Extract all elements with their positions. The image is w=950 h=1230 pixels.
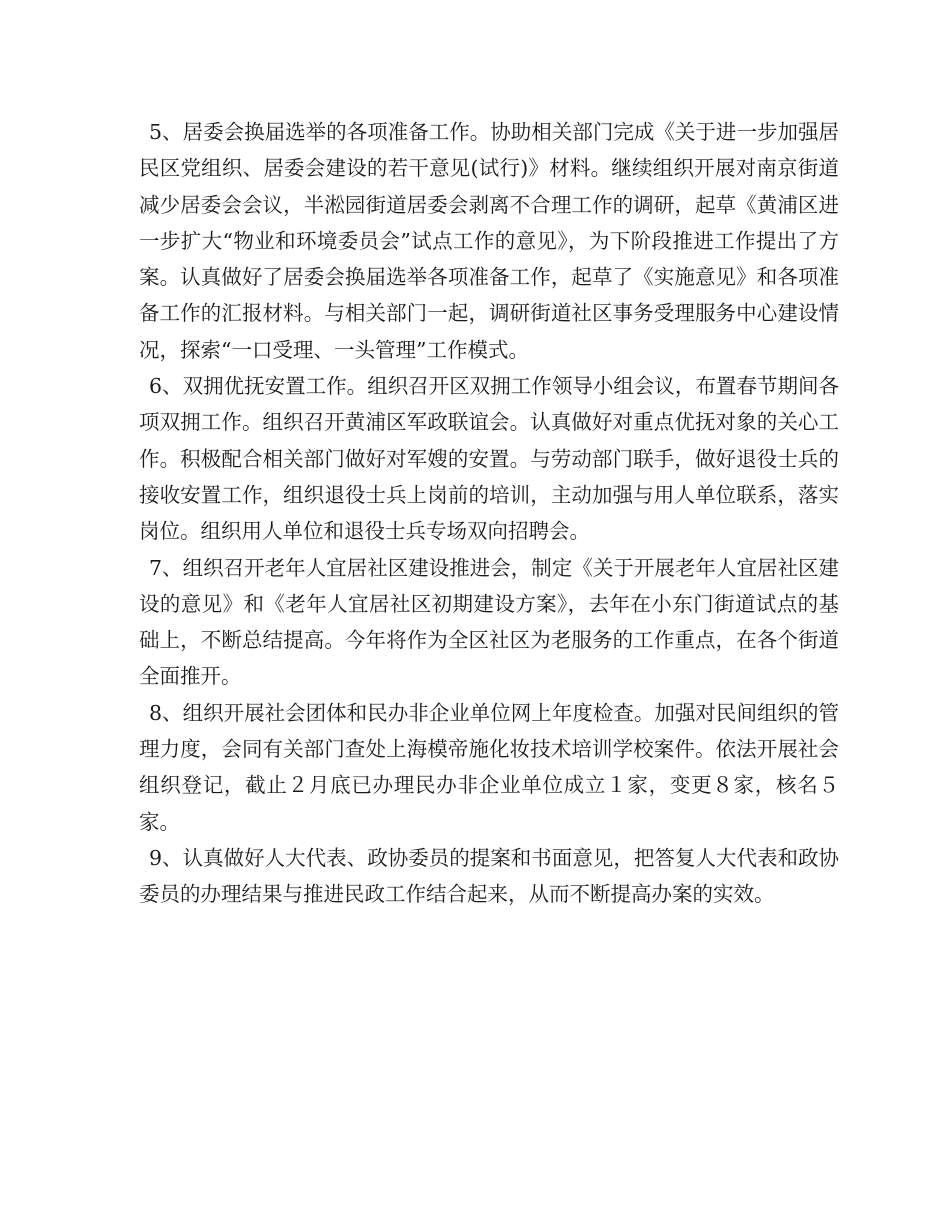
paragraph-item-9: 9、认真做好人大代表、政协委员的提案和书面意见，把答复人大代表和政协委员的办理结果与推进民政工作结合起来，从而不断提高办案的实效。 bbox=[139, 845, 839, 907]
paragraph-item-8: 8、组织开展社会团体和民办非企业单位网上年度检查。加强对民间组织的管理力度，会同有关部门查处上海模帝施化妆技术培训学校案件。依法开展社会组织登记，截止２月底已办理民办非企业单位成立１家，变更８家，核名５家。 bbox=[139, 700, 839, 834]
paragraph-item-6: 6、双拥优抚安置工作。组织召开区双拥工作领导小组会议，布置春节期间各项双拥工作。组织召开黄浦区军政联谊会。认真做好对重点优抚对象的关心工作。积极配合相关部门做好对军嫂的安置。与劳动部门联手，做好退役士兵的接收安置工作，组织退役士兵上岗前的培训，主动加强与用人单位联系，落实岗位。组织用人单位和退役士兵专场双向招聘会。 bbox=[139, 374, 839, 544]
document-body bbox=[139, 114, 839, 913]
paragraph-item-7: 7、组织召开老年人宜居社区建设推进会，制定《关于开展老年人宜居社区建设的意见》和《老年人宜居社区初期建设方案》，去年在小东门街道试点的基础上，不断总结提高。今年将作为全区社区为老服务的工作重点，在各个街道全面推开。 bbox=[139, 555, 839, 689]
paragraph-item-5: 5、居委会换届选举的各项准备工作。协助相关部门完成《关于进一步加强居民区党组织、居委会建设的若干意见(试行)》材料。继续组织开展对南京街道减少居委会会议，半淞园街道居委会剥离不合理工作的调研，起草《黄浦区进一步扩大“物业和环境委员会”试点工作的意见》，为下阶段推进工作提出了方案。认真做好了居委会换届选举各项准备工作，起草了《实施意见》和各项准备工作的汇报材料。与相关部门一起，调研街道社区事务受理服务中心建设情况，探索“一口受理、一头管理”工作模式。 bbox=[139, 120, 839, 362]
